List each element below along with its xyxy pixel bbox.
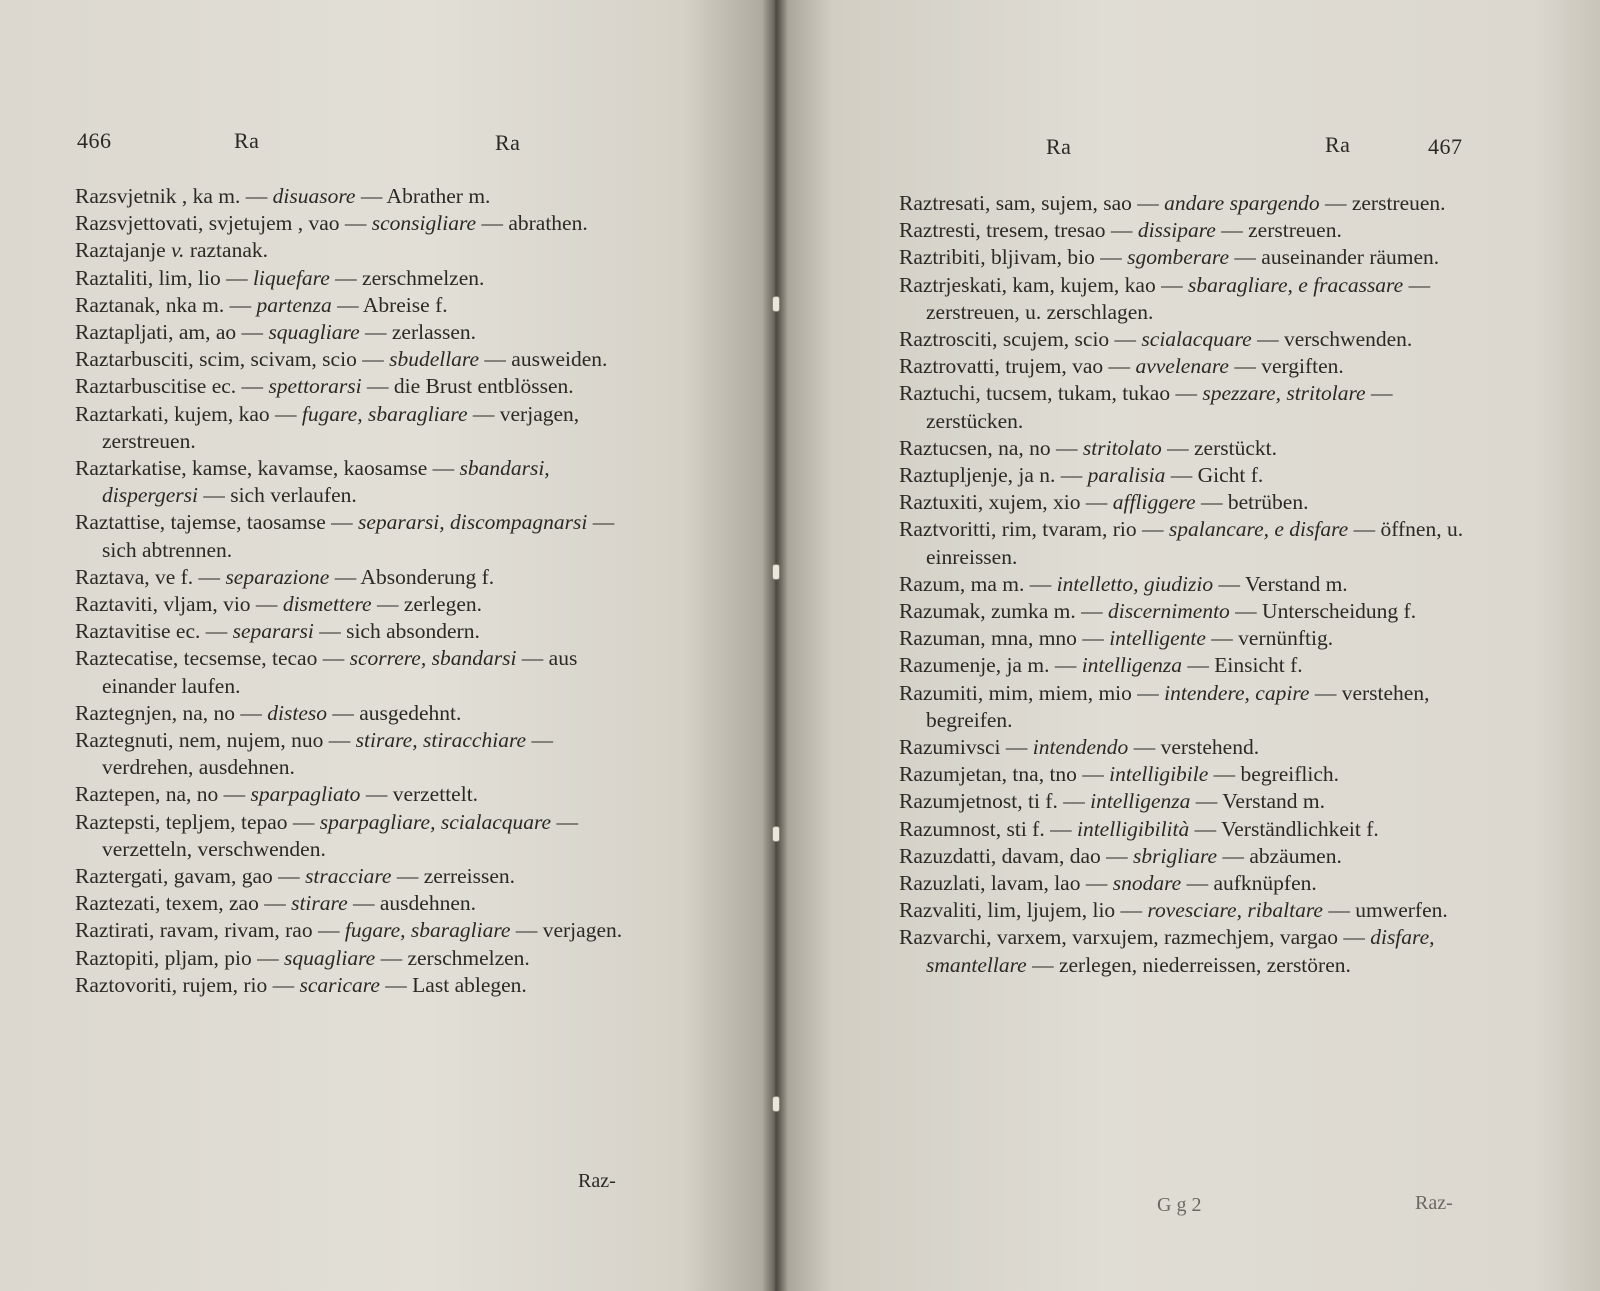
entry-german-gloss: — auseinander räumen. <box>1229 245 1440 270</box>
entry-german-gloss: — abzäumen. <box>1217 843 1342 868</box>
entry-headword: Raztrjeskati, kam, kujem, kao — <box>899 272 1188 297</box>
entry-german-gloss: — zerstreuen. <box>1319 191 1446 215</box>
entry-german-gloss: raztanak. <box>184 238 268 263</box>
entry-german-gloss: — verstehend. <box>1128 735 1260 760</box>
entry-german-gloss: — verschwenden. <box>1251 327 1413 352</box>
entry-headword: Raztegnuti, nem, nujem, nuo — <box>75 728 356 753</box>
entry-italian-gloss: stracciare <box>305 864 392 889</box>
dictionary-entry <box>899 380 1467 434</box>
dictionary-entry <box>899 217 1467 244</box>
entry-headword: Razuman, mna, mno — <box>899 626 1110 651</box>
entry-german-gloss: — sich absondern. <box>313 619 480 644</box>
entry-headword: Raztuchi, tucsem, tukam, tukao — <box>899 381 1203 406</box>
dictionary-entry <box>75 210 645 237</box>
dictionary-entry <box>75 509 645 563</box>
entry-headword: Raztegnjen, na, no — <box>75 700 268 725</box>
entry-german-gloss: — Unterscheidung f. <box>1229 599 1417 624</box>
dictionary-entry <box>899 489 1467 516</box>
entry-headword: Razumjetan, tna, tno — <box>899 762 1110 787</box>
entry-german-gloss: — Verstand m. <box>1190 789 1325 814</box>
dictionary-entry <box>75 809 645 863</box>
entry-german-gloss: — ausweiden. <box>479 347 608 372</box>
dictionary-entry <box>899 353 1467 380</box>
right-signature-mark: G g 2 <box>1157 1194 1202 1216</box>
entry-german-gloss: — Verständlichkeit f. <box>1189 816 1379 841</box>
entry-italian-gloss: intelligibilità <box>1076 816 1190 841</box>
entry-headword: Raztvoritti, rim, tvaram, rio — <box>899 517 1169 542</box>
entry-german-gloss: — die Brust entblössen. <box>361 374 574 399</box>
entry-italian-gloss: disuasore <box>272 184 356 208</box>
entry-headword: Raztresti, tresem, tresao — <box>899 218 1138 243</box>
entry-german-gloss: — Verstand m. <box>1213 571 1348 596</box>
right-catchword: Raz- <box>1415 1192 1453 1214</box>
entry-italian-gloss: stritolato <box>1082 435 1162 460</box>
entry-headword: Raztava, ve f. — <box>75 564 226 589</box>
dictionary-entry <box>899 435 1467 462</box>
entry-headword: Razsvjettovati, svjetujem , vao — <box>75 211 372 236</box>
entry-german-gloss: — zerstücken. <box>926 381 1393 433</box>
entry-headword: Raztattise, tajemse, taosamse — <box>75 510 358 535</box>
binding-stitch <box>772 296 780 312</box>
entry-german-gloss: — verzettelt. <box>360 782 479 807</box>
dictionary-entry <box>899 571 1467 598</box>
entry-italian-gloss: scaricare <box>299 972 380 997</box>
entry-german-gloss: — verjagen. <box>510 918 623 943</box>
entry-italian-gloss: discernimento <box>1107 599 1230 624</box>
entry-german-gloss: — Gicht f. <box>1165 463 1264 488</box>
entry-headword: Raztrosciti, scujem, scio — <box>899 327 1142 352</box>
entry-italian-gloss: sgomberare <box>1127 245 1230 270</box>
entry-headword: Raztrovatti, trujem, vao — <box>899 354 1136 379</box>
left-running-head-1: Ra <box>234 128 260 153</box>
entry-italian-gloss: spezzare, stritolare <box>1202 381 1366 406</box>
entry-headword: Raztarbusciti, scim, scivam, scio — <box>75 347 390 372</box>
binding-stitch <box>772 826 780 842</box>
entry-italian-gloss: snodare <box>1112 871 1182 896</box>
dictionary-entry <box>899 516 1467 570</box>
entry-italian-gloss: disteso <box>267 700 327 725</box>
dictionary-entry <box>899 680 1467 734</box>
dictionary-entry <box>75 972 645 999</box>
entry-german-gloss: — zerreissen. <box>391 864 516 889</box>
entry-italian-gloss: squagliare <box>284 945 376 970</box>
dictionary-entry <box>899 788 1467 815</box>
dictionary-entry <box>899 326 1467 353</box>
entry-italian-gloss: spalancare, e disfare <box>1168 517 1349 542</box>
entry-italian-gloss: separarsi, discompagnarsi <box>358 510 588 535</box>
entry-german-gloss: — verstehen, begreifen. <box>926 680 1430 732</box>
entry-italian-gloss: stirare <box>291 891 348 916</box>
left-running-head-2: Ra <box>495 130 521 155</box>
entry-german-gloss: — umwerfen. <box>1322 898 1448 923</box>
entry-german-gloss: — abrathen. <box>476 211 588 236</box>
entry-german-gloss: — zerlegen. <box>371 592 483 617</box>
dictionary-entry <box>75 237 645 264</box>
entry-german-gloss: — vernünftig. <box>1205 626 1334 651</box>
entry-headword: Raztepen, na, no — <box>75 782 251 807</box>
entry-headword: Raztarkatise, kamse, kavamse, kaosamse — <box>75 456 460 481</box>
entry-italian-gloss: sparpagliare, scialacquare <box>319 809 552 834</box>
entry-german-gloss: — verzetteln, verschwenden. <box>102 809 578 861</box>
entry-italian-gloss: fugare, sbaragliare <box>344 918 511 943</box>
entry-italian-gloss: intendendo <box>1032 735 1129 760</box>
dictionary-entry <box>75 183 645 210</box>
entry-headword: Raztucsen, na, no — <box>899 435 1083 460</box>
dictionary-entry <box>899 598 1467 625</box>
dictionary-entry <box>899 924 1467 978</box>
dictionary-entry <box>899 652 1467 679</box>
entry-headword: Raztecatise, tecsemse, tecao — <box>75 646 350 671</box>
dictionary-entry <box>75 591 645 618</box>
entry-headword: Raztapljati, am, ao — <box>75 320 269 345</box>
entry-italian-gloss: liquefare <box>252 265 330 290</box>
entry-german-gloss: — ausdehnen. <box>347 891 477 916</box>
dictionary-entry <box>899 897 1467 924</box>
dictionary-entry <box>899 625 1467 652</box>
entry-headword: Razumak, zumka m. — <box>899 599 1108 624</box>
right-page-number: 467 <box>1428 134 1463 159</box>
entry-headword: Raztirati, ravam, rivam, rao — <box>75 918 345 943</box>
left-page-number: 466 <box>77 128 112 153</box>
dictionary-entry <box>75 945 645 972</box>
entry-german-gloss: — aufknüpfen. <box>1181 871 1317 896</box>
entry-german-gloss: — Abrather m. <box>355 184 491 208</box>
entry-italian-gloss: sbaragliare, e fracassare <box>1187 272 1404 297</box>
entry-italian-gloss: v. <box>171 238 185 263</box>
entry-italian-gloss: sparpagliato <box>250 782 361 807</box>
entry-headword: Raztopiti, pljam, pio — <box>75 945 285 970</box>
right-running-head-1: Ra <box>1046 134 1072 159</box>
entry-german-gloss: — Einsicht f. <box>1182 653 1303 678</box>
entry-headword: Razumnost, sti f. — <box>899 816 1077 841</box>
entry-headword: Raztuxiti, xujem, xio — <box>899 490 1113 515</box>
binding-stitch <box>772 564 780 580</box>
entry-italian-gloss: sbudellare <box>389 347 480 372</box>
binding-stitch <box>772 1096 780 1112</box>
dictionary-entry <box>899 843 1467 870</box>
dictionary-entry <box>75 781 645 808</box>
entry-german-gloss: — betrüben. <box>1195 490 1309 515</box>
entry-headword: Raztanak, nka m. — <box>75 292 257 317</box>
dictionary-entry <box>75 700 645 727</box>
entry-italian-gloss: sconsigliare <box>371 211 477 236</box>
dictionary-entry <box>75 346 645 373</box>
dictionary-entry <box>75 890 645 917</box>
dictionary-entry <box>899 870 1467 897</box>
entry-headword: Raztovoriti, rujem, rio — <box>75 972 300 997</box>
dictionary-entry <box>899 272 1467 326</box>
left-catchword: Raz- <box>578 1170 616 1192</box>
dictionary-entry <box>899 462 1467 489</box>
entry-italian-gloss: intelligenza <box>1090 789 1191 814</box>
left-page <box>0 0 775 1291</box>
entry-headword: Raztarkati, kujem, kao — <box>75 401 302 426</box>
entry-italian-gloss: stirare, stiracchiare <box>355 728 527 753</box>
entry-german-gloss: — verjagen, zerstreuen. <box>102 401 580 453</box>
dictionary-entry <box>899 190 1467 217</box>
entry-headword: Razuzdatti, davam, dao — <box>899 843 1134 868</box>
entry-italian-gloss: rovesciare, ribaltare <box>1147 898 1323 923</box>
entry-german-gloss: — vergiften. <box>1228 354 1344 379</box>
entry-headword: Raztribiti, bljivam, bio — <box>899 245 1128 270</box>
entry-german-gloss: — aus einander laufen. <box>102 646 578 698</box>
entry-italian-gloss: sbrigliare <box>1133 843 1218 868</box>
entry-italian-gloss: affliggere <box>1112 490 1196 515</box>
dictionary-entry <box>899 761 1467 788</box>
entry-headword: Raztaliti, lim, lio — <box>75 265 253 290</box>
entry-headword: Raztresati, sam, sujem, sao — <box>899 191 1165 215</box>
dictionary-entry <box>75 292 645 319</box>
entry-headword: Razsvjetnik , ka m. — <box>75 184 273 208</box>
entry-german-gloss: — zerschmelzen. <box>329 265 485 290</box>
entry-german-gloss: — zerlegen, niederreissen, zerstören. <box>1026 952 1351 977</box>
entry-headword: Raztepsti, tepljem, tepao — <box>75 809 320 834</box>
entry-italian-gloss: intelligenza <box>1081 653 1183 678</box>
entry-headword: Raztezati, texem, zao — <box>75 891 292 916</box>
entry-italian-gloss: squagliare <box>268 320 360 345</box>
entry-headword: Razumiti, mim, miem, mio — <box>899 680 1165 705</box>
dictionary-entry <box>75 917 645 944</box>
entry-german-gloss: — Last ablegen. <box>379 972 527 997</box>
dictionary-entry <box>75 319 645 346</box>
entry-italian-gloss: partenza <box>256 292 332 317</box>
dictionary-entry <box>75 564 645 591</box>
left-entry-list <box>75 183 645 999</box>
entry-italian-gloss: avvelenare <box>1135 354 1229 379</box>
right-running-head-2: Ra <box>1325 132 1351 157</box>
entry-italian-gloss: disfare, smantellare <box>926 925 1435 977</box>
dictionary-entry <box>75 265 645 292</box>
entry-german-gloss: — sich abtrennen. <box>102 510 615 562</box>
entry-headword: Raztaviti, vljam, vio — <box>75 592 283 617</box>
dictionary-entry <box>75 645 645 699</box>
entry-italian-gloss: intendere, capire <box>1164 680 1310 705</box>
dictionary-entry <box>75 401 645 455</box>
entry-german-gloss: — verdrehen, ausdehnen. <box>102 728 553 780</box>
entry-german-gloss: — begreiflich. <box>1208 762 1340 787</box>
entry-german-gloss: — ausgedehnt. <box>327 700 462 725</box>
entry-italian-gloss: intelligente <box>1109 626 1206 651</box>
right-page <box>775 0 1600 1291</box>
entry-german-gloss: — zerstreuen, u. zerschlagen. <box>926 272 1431 324</box>
entry-german-gloss: — zerstreuen. <box>1215 218 1342 243</box>
entry-italian-gloss: intelligibile <box>1109 762 1209 787</box>
dictionary-entry <box>75 455 645 509</box>
entry-headword: Raztupljenje, ja n. — <box>899 463 1088 488</box>
entry-headword: Raztarbuscitise ec. — <box>75 374 269 399</box>
entry-german-gloss: — Abreise f. <box>331 292 448 317</box>
entry-italian-gloss: dismettere <box>282 592 372 617</box>
entry-headword: Raztergati, gavam, gao — <box>75 864 306 889</box>
entry-italian-gloss: scorrere, sbandarsi <box>349 646 517 671</box>
entry-italian-gloss: fugare, sbaragliare <box>301 401 468 426</box>
entry-german-gloss: — zerstückt. <box>1161 435 1277 460</box>
dictionary-entry <box>75 618 645 645</box>
entry-italian-gloss: scialacquare <box>1141 327 1252 352</box>
entry-headword: Razuzlati, lavam, lao — <box>899 871 1113 896</box>
entry-italian-gloss: intelletto, giudizio <box>1056 571 1214 596</box>
entry-headword: Raztajanje <box>75 238 172 263</box>
entry-italian-gloss: dissipare <box>1137 218 1216 243</box>
entry-german-gloss: — Absonderung f. <box>329 564 495 589</box>
dictionary-entry <box>75 727 645 781</box>
entry-italian-gloss: sbandarsi, dispergersi <box>102 456 550 508</box>
entry-headword: Razumjetnost, ti f. — <box>899 789 1091 814</box>
entry-headword: Razumivsci — <box>899 735 1033 760</box>
dictionary-entry <box>899 816 1467 843</box>
right-entry-list <box>899 190 1467 979</box>
entry-headword: Razvaliti, lim, ljujem, lio — <box>899 898 1148 923</box>
entry-german-gloss: — zerschmelzen. <box>375 945 530 970</box>
entry-italian-gloss: separarsi <box>232 619 314 644</box>
entry-italian-gloss: spettorarsi <box>268 374 362 399</box>
entry-german-gloss: — öffnen, u. einreissen. <box>926 517 1464 569</box>
entry-headword: Razum, ma m. — <box>899 571 1057 596</box>
entry-headword: Raztavitise ec. — <box>75 619 233 644</box>
dictionary-entry <box>899 244 1467 271</box>
dictionary-entry <box>75 373 645 400</box>
entry-italian-gloss: separazione <box>225 564 330 589</box>
dictionary-entry <box>75 863 645 890</box>
entry-italian-gloss: andare spargendo <box>1164 191 1320 215</box>
dictionary-entry <box>899 734 1467 761</box>
entry-german-gloss: — zerlassen. <box>359 320 477 345</box>
entry-german-gloss: — sich verlaufen. <box>197 483 357 508</box>
entry-headword: Razvarchi, varxem, varxujem, razmechjem, vargao — <box>899 925 1371 950</box>
entry-headword: Razumenje, ja m. — <box>899 653 1082 678</box>
entry-italian-gloss: paralisia <box>1087 463 1166 488</box>
